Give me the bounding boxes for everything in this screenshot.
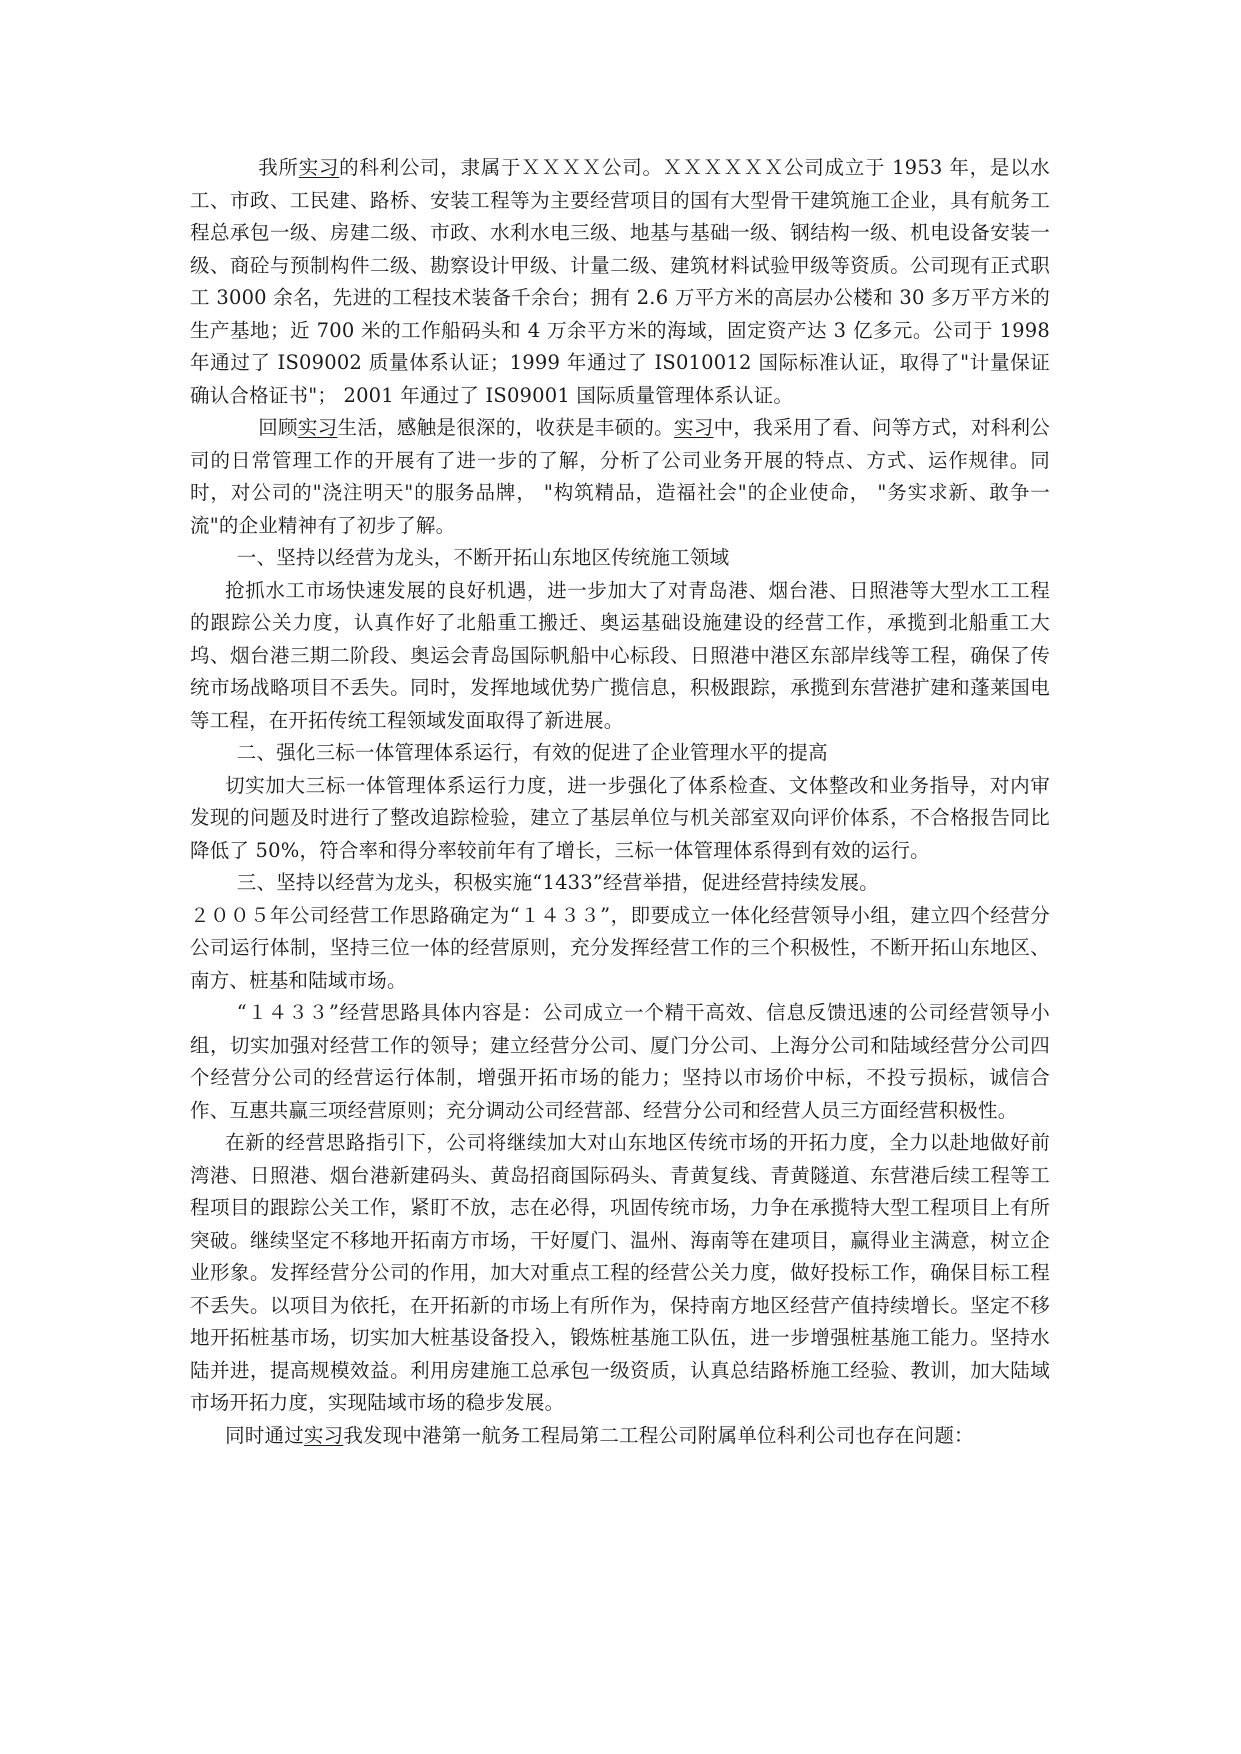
text-run: 抢抓水工市场快速发展的良好机遇，进一步加大了对青岛港、烟台港、日照港等大型水工工程的跟踪公关力度，认真作好了北船重工搬迁、奥运基础设施建设的经营工作，承揽到北船重工大坞、烟台港三期二阶段、奥运会青岛国际帆船中心标段、日照港中港区东部岸线等工程，确保了传统市场战略项目不丢失。同时，发挥地域优势广揽信息，积极跟踪，承揽到东营港扩建和蓬莱国电等工程，在开拓传统工程领域发面取得了新进展。 [190,578,1050,732]
paragraph-problems [190,1420,1050,1453]
underlined-term: 实习 [303,1423,344,1447]
text-run: 回顾 [258,416,298,439]
paragraph-new-strategy [190,1127,1050,1420]
paragraph-review [190,412,1050,542]
underlined-term: 实习 [298,156,340,179]
section-heading-1 [190,542,1050,575]
paragraph-section-1 [190,575,1050,738]
underlined-term: 实习 [673,416,714,439]
text-run: 我发现中港第一航务工程局第二工程公司附属单位科利公司也存在问题： [343,1423,974,1447]
paragraph-company-intro [190,152,1050,412]
text-run: 生活，感触是很深的，收获是丰硕的。 [337,416,674,439]
section-heading-3 [190,867,1050,900]
text-run: 同时通过 [225,1423,304,1447]
text-run: 的科利公司，隶属于ＸＸＸＸ公司。ＸＸＸＸＸＸ公司成立于 1953 年，是以水工、市政、工民建、路桥、安装工程等为主要经营项目的国有大型骨干建筑施工企业，具有航务工程总承包一级、房建二级、市政、水利水电三级、地基与基础一级、钢结构一级、机电设备安装一级、商砼与预制构件二级、勘察设计甲级、计量二级、建筑材料试验甲级等资质。公司现有正式职工 3000 余名，先进的工程技术装备千余台；拥有 2.6 万平方米的高层办公楼和 30 多万平方米的生产基地；近 700 米的工作船码头和 4 万余平方米的海域，固定资产达 3 亿多元。公司于 1998 年通过了 IS09002 质量体系认证；1999 年通过了 IS010012 国际标准认证，取得了"计量保证确认合格证书"； 2001 年通过了 IS09001 国际质量管理体系认证。 [190,156,1051,407]
text-run: 三、坚持以经营为龙头，积极实施“1433”经营举措，促进经营持续发展。 [236,871,879,894]
section-heading-2 [190,737,1050,770]
text-run: 中，我采用了看、问等方式，对科利公司的日常管理工作的开展有了进一步的了解，分析了公司业务开展的特点、方式、运作规律。同时，对公司的"浇注明天"的服务品牌， "构筑精品，造福社会"的企业使命， "务实求新、敢争一流"的企业精神有了初步了解。 [190,416,1050,537]
text-run: 二、强化三标一体管理体系运行，有效的促进了企业管理水平的提高 [236,741,828,764]
paragraph-section-2 [190,770,1050,868]
paragraph-2005-plan [190,900,1050,998]
paragraph-1433-details [190,997,1050,1127]
text-run: 切实加大三标一体管理体系运行力度，进一步强化了体系检查、文体整改和业务指导，对内审发现的问题及时进行了整改追踪检验，建立了基层单位与机关部室双向评价体系，不合格报告同比降低了 50%，符合率和得分率较前年有了增长，三标一体管理体系得到有效的运行。 [190,773,1050,862]
text-run: “１４３３”经营思路具体内容是：公司成立一个精干高效、信息反馈迅速的公司经营领导小组，切实加强对经营工作的领导；建立经营分公司、厦门分公司、上海分公司和陆域经营分公司四个经营分公司的经营运行体制，增强开拓市场的能力；坚持以市场价中标，不投亏损标，诚信合作、互惠共赢三项经营原则；充分调动公司经营部、经营分公司和经营人员三方面经营积极性。 [190,1001,1050,1122]
text-run: 在新的经营思路指引下，公司将继续加大对山东地区传统市场的开拓力度，全力以赴地做好前湾港、日照港、烟台港新建码头、黄岛招商国际码头、青黄复线、青黄隧道、东营港后续工程等工程项目的跟踪公关工作，紧盯不放，志在必得，巩固传统市场，力争在承揽特大型工程项目上有所突破。继续坚定不移地开拓南方市场，干好厦门、温州、海南等在建项目，赢得业主满意，树立企业形象。发挥经营分公司的作用，加大对重点工程的经营公关力度，做好投标工作，确保目标工程不丢失。以项目为依托，在开拓新的市场上有所作为，保持南方地区经营产值持续增长。坚定不移地开拓桩基市场，切实加大桩基设备投入，锻炼桩基施工队伍，进一步增强桩基施工能力。坚持水陆并进，提高规模效益。利用房建施工总承包一级资质，认真总结路桥施工经验、教训，加大陆域市场开拓力度，实现陆域市场的稳步发展。 [190,1131,1050,1414]
text-run: ２００５年公司经营工作思路确定为“１４３３”，即要成立一体化经营领导小组，建立四个经营分公司运行体制，坚持三位一体的经营原则，充分发挥经营工作的三个积极性，不断开拓山东地区、南方、桩基和陆域市场。 [190,903,1050,992]
underlined-term: 实习 [297,416,338,439]
text-run: 我所 [258,156,299,179]
document-body [190,152,1050,1452]
text-run: 一、坚持以经营为龙头，不断开拓山东地区传统施工领域 [236,546,730,569]
